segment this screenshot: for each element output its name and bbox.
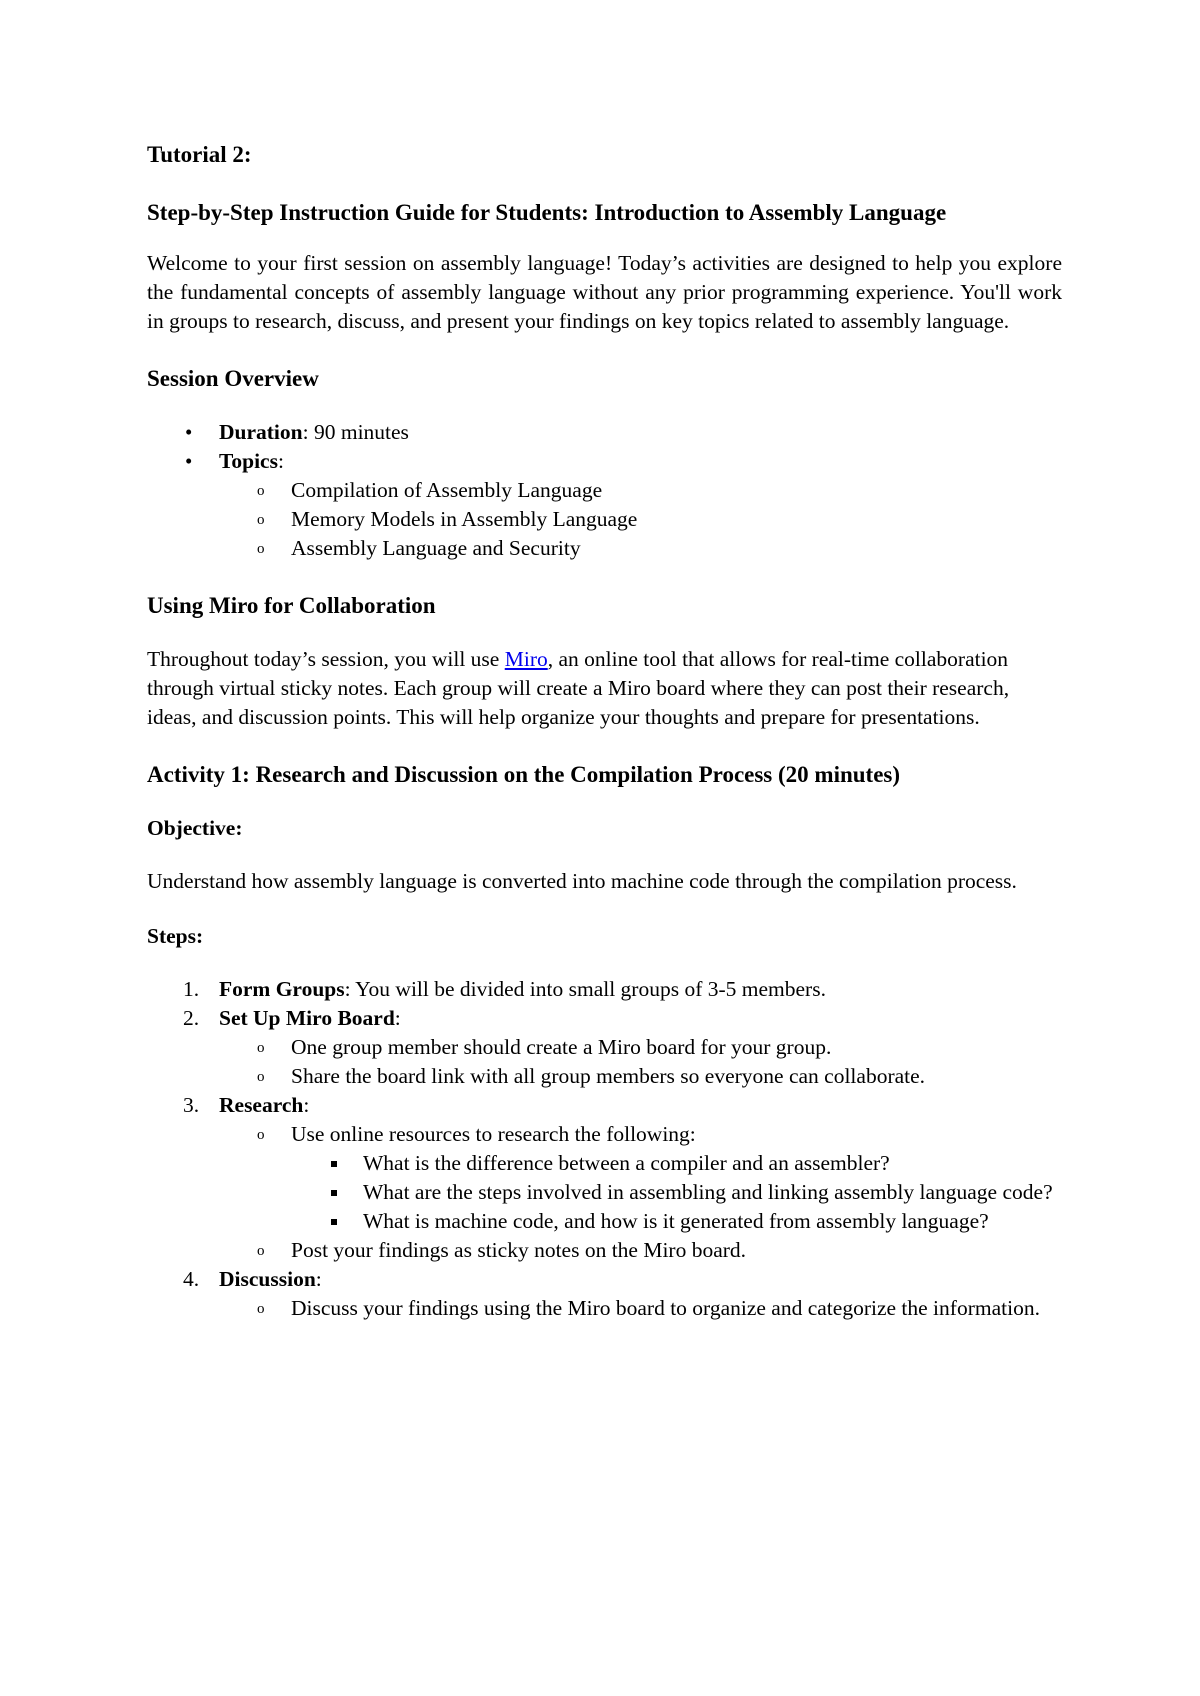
objective-text: Understand how assembly language is converted into machine code through the compilation process.: [147, 869, 1017, 893]
activity1-heading: Activity 1: Research and Discussion on the Compilation Process (20 minutes): [147, 762, 901, 787]
intro-paragraph: Welcome to your first session on assembly language! Today’s activities are designed to help you explore the fundamental concepts of assembly language without any prior programming experience. You'll work in groups to research, discuss, and present your findings on key topics related to assembly language.: [147, 251, 1062, 333]
step-text: : You will be divided into small groups of 3-5 members.: [344, 977, 826, 1001]
steps-label: Steps:: [147, 924, 204, 948]
step-sub-item: [219, 1120, 1062, 1236]
research-instruction: Use online resources to research the following:: [291, 1122, 696, 1146]
step-sub-list: [219, 1120, 1062, 1265]
research-question: What is the difference between a compiler and an assembler?: [291, 1149, 1062, 1178]
step-number: 3.: [183, 1093, 200, 1117]
step-sub-item: o Post your findings as sticky notes on the Miro board.: [219, 1236, 1062, 1265]
document-title: Tutorial 2:: [147, 142, 252, 167]
topics-colon: :: [277, 449, 284, 473]
miro-link[interactable]: Miro: [504, 647, 548, 671]
step-item: [147, 975, 1062, 1004]
step-sub-list: [219, 1033, 1062, 1091]
step-text: :: [394, 1006, 401, 1030]
research-questions-list: [291, 1149, 1062, 1236]
step-item: [147, 1091, 1062, 1265]
step-text: :: [315, 1267, 322, 1291]
topic-item: o Compilation of Assembly Language: [219, 476, 1062, 505]
overview-duration-item: [147, 418, 1062, 447]
step-label: Set Up Miro Board: [219, 1006, 395, 1030]
miro-heading: Using Miro for Collaboration: [147, 593, 436, 618]
research-question: What is machine code, and how is it generated from assembly language?: [291, 1207, 1062, 1236]
step-number: 1.: [183, 977, 200, 1001]
step-item: [147, 1004, 1062, 1091]
steps-list: [147, 975, 1062, 1323]
document-page: [147, 140, 1062, 1323]
overview-list: [147, 418, 1062, 563]
topics-list: [219, 476, 1062, 563]
step-sub-item: o One group member should create a Miro board for your group.: [219, 1033, 1062, 1062]
miro-paragraph: [147, 645, 1062, 732]
step-sub-item: o Share the board link with all group members so everyone can collaborate.: [219, 1062, 1062, 1091]
step-sub-list: [219, 1294, 1062, 1323]
main-heading: Step-by-Step Instruction Guide for Students: Introduction to Assembly Language: [147, 200, 947, 225]
step-text: :: [303, 1093, 310, 1117]
step-sub-item: o Discuss your findings using the Miro board to organize and categorize the information.: [219, 1294, 1062, 1323]
step-label: Research: [219, 1093, 304, 1117]
miro-text-after: , an online tool that allows for real-time collaboration through virtual sticky notes. Each group will create a Miro board where they can post their research, ideas, and discussion points. This will help organize your thoughts and prepare for presentations.: [147, 647, 1010, 729]
overview-topics-item: [147, 447, 1062, 563]
step-number: 2.: [183, 1006, 200, 1030]
step-number: 4.: [183, 1267, 200, 1291]
duration-value: : 90 minutes: [302, 420, 409, 444]
duration-label: Duration: [219, 420, 303, 444]
objective-label: Objective:: [147, 816, 243, 840]
research-question: What are the steps involved in assembling and linking assembly language code?: [291, 1178, 1062, 1207]
topics-label: Topics: [219, 449, 278, 473]
topic-item: o Memory Models in Assembly Language: [219, 505, 1062, 534]
step-label: Form Groups: [219, 977, 345, 1001]
miro-text-before: Throughout today’s session, you will use: [147, 647, 505, 671]
step-label: Discussion: [219, 1267, 316, 1291]
topic-item: o Assembly Language and Security: [219, 534, 1062, 563]
step-item: [147, 1265, 1062, 1323]
session-overview-heading: Session Overview: [147, 366, 319, 391]
